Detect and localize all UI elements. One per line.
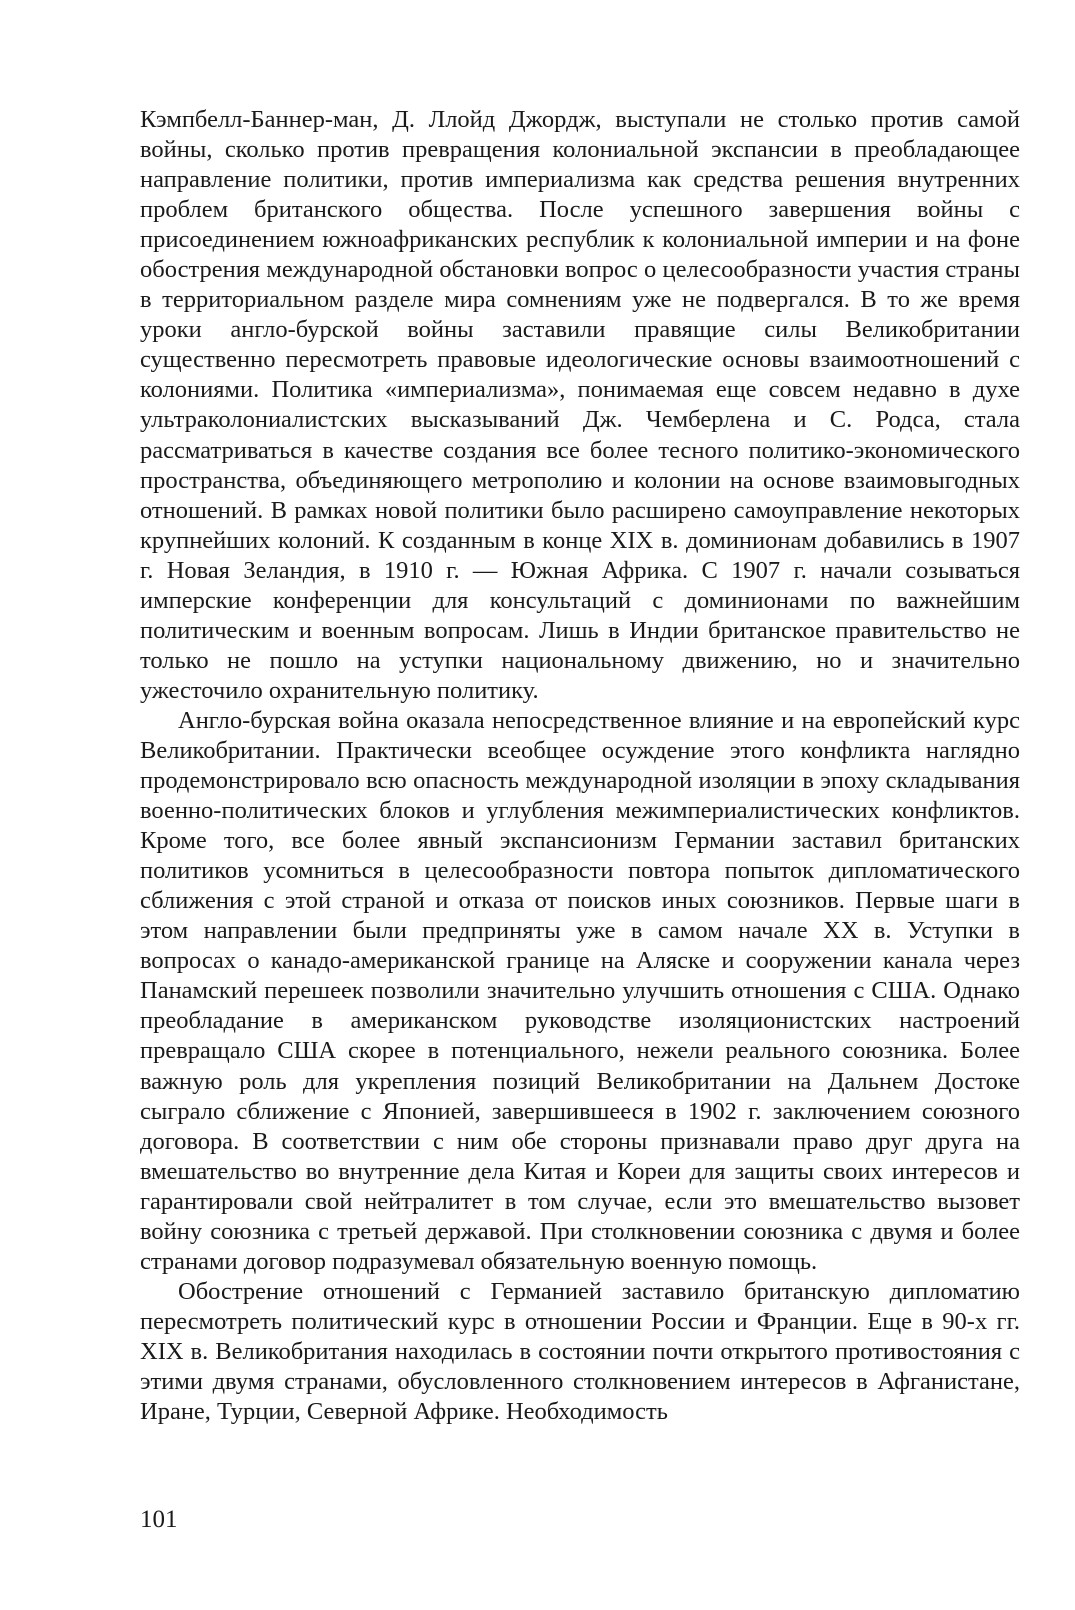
- paragraph-3: Обострение отношений с Германией заставило британскую дипломатию пересмотреть политический курс в отношении России и Франции. Еще в 90-х гг. XIX в. Великобритания находилась в состоянии почти открытого противостояния с этими двумя странами, обусловленного столкновением интересов в Афганистане, Иране, Турции, Северной Африке. Необходимость: [140, 1277, 1020, 1426]
- body-text: [140, 105, 1020, 1427]
- paragraph-2: Англо-бурская война оказала непосредственное влияние и на европейский курс Великобритании. Практически всеобщее осуждение этого конфликта наглядно продемонстрировало всю опасность международной изоляции в эпоху складывания военно-политических блоков и углубления межимпериалистических конфликтов. Кроме того, все более явный экспансионизм Германии заставил британских политиков усомниться в целесообразности повтора попыток дипломатического сближения с этой страной и отказа от поисков иных союзников. Первые шаги в этом направлении были предприняты уже в самом начале XX в. Уступки в вопросах о канадо-американской границе на Аляске и сооружении канала через Панамский перешеек позволили значительно улучшить отношения с США. Однако преобладание в американском руководстве изоляционистских настроений превращало США скорее в потенциального, нежели реального союзника. Более важную роль для укрепления позиций Великобритании на Дальнем Достоке сыграло сближение с Японией, завершившееся в 1902 г. заключением союзного договора. В соответствии с ним обе стороны признавали право друг друга на вмешательство во внутренние дела Китая и Кореи для защиты своих интересов и гарантировали свой нейтралитет в том случае, если это вмешательство вызовет войну союзника с третьей державой. При столкновении союзника с двумя и более странами договор подразумевал обязательную военную помощь.: [140, 706, 1020, 1275]
- page-number: 101: [140, 1506, 178, 1533]
- paragraph-1: Кэмпбелл-Баннер-ман, Д. Ллойд Джордж, выступали не столько против самой войны, сколько против превращения колониальной экспансии в преобладающее направление политики, против империализма как средства решения внутренних проблем британского общества. После успешного завершения войны с присоединением южноафриканских республик к колониальной империи и на фоне обострения международной обстановки вопрос о целесообразности участия страны в территориальном разделе мира сомнениям уже не подвергался. В то же время уроки англо-бурской войны заставили правящие силы Великобритании существенно пересмотреть правовые идеологические основы взаимоотношений с колониями. Политика «империализма», понимаемая еще совсем недавно в духе ультраколониалистских высказываний Дж. Чемберлена и С. Родса, стала рассматриваться в качестве создания все более тесного политико-экономического пространства, объединяющего метрополию и колонии на основе взаимовыгодных отношений. В рамках новой политики было расширено самоуправление некоторых крупнейших колоний. К созданным в конце XIX в. доминионам добавились в 1907 г. Новая Зеландия, в 1910 г. — Южная Африка. С 1907 г. начали созываться имперские конференции для консультаций с доминионами по важнейшим политическим и военным вопросам. Лишь в Индии британское правительство не только не пошло на уступки национальному движению, но и значительно ужесточило охранительную политику.: [140, 106, 1020, 704]
